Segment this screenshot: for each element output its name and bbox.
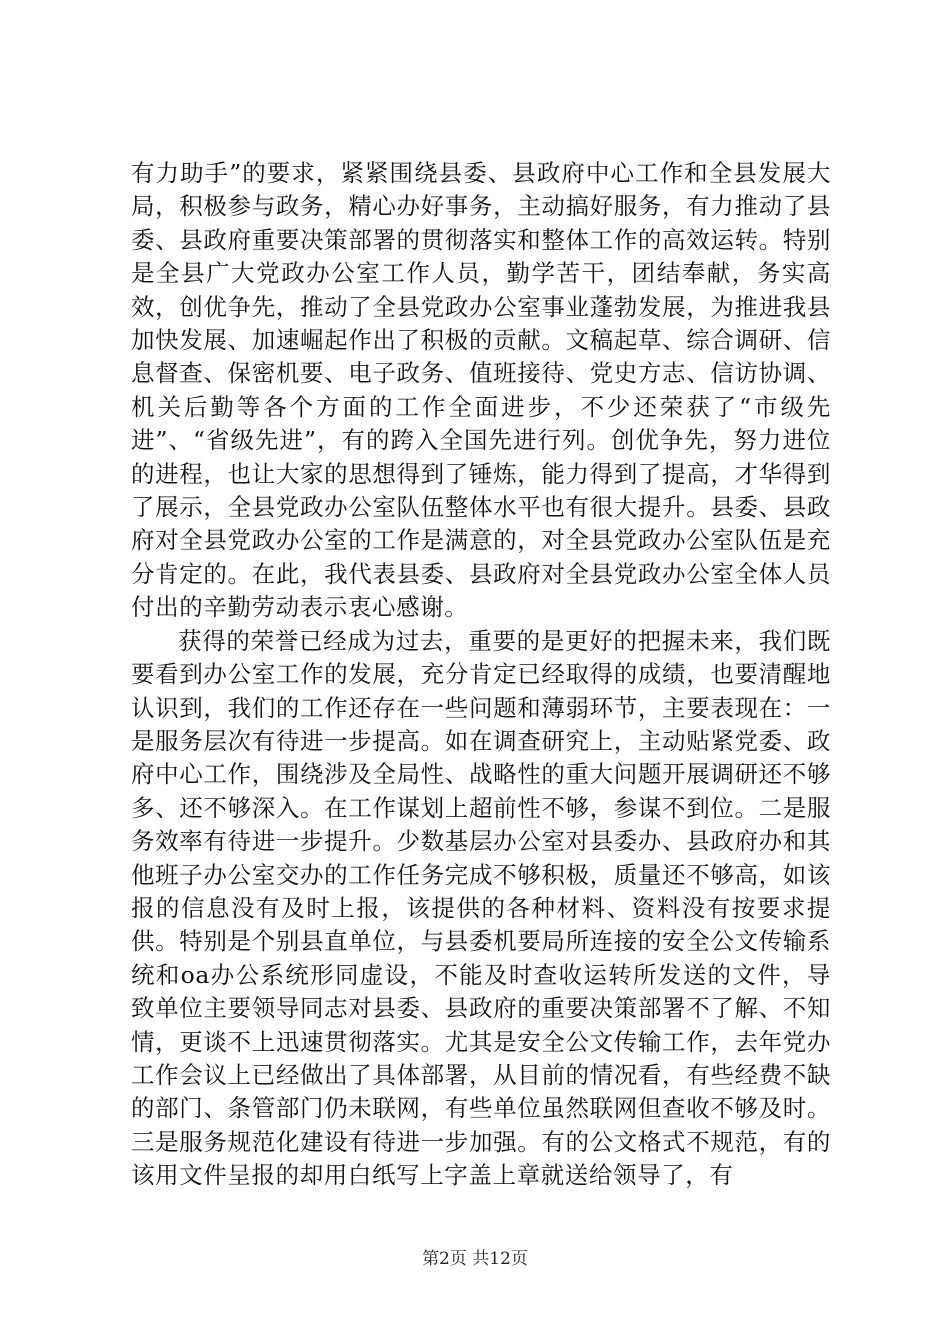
page-number-footer: 第2页 共12页 xyxy=(422,1249,528,1269)
paragraph-problems: 获得的荣誉已经成为过去，重要的是更好的把握未来，我们既要看到办公室工作的发展，充分肯定已经取得的成绩，也要清醒地认识到，我们的工作还存在一些问题和薄弱环节，主要表现在：一是服务层次有待进一步提高。如在调查研究上，主动贴紧党委、政府中心工作，围绕涉及全局性、战略性的重大问题开展调研还不够多、还不够深入。在工作谋划上超前性不够，参谋不到位。二是服务效率有待进一步提升。少数基层办公室对县委办、县政府办和其他班子办公室交办的工作任务完成不够积极，质量还不够高，如该报的信息没有及时上报，该提供的各种材料、资料没有按要求提供。特别是个别县直单位，与县委机要局所连接的安全公文传输系统和oa办公系统形同虚设，不能及时查收运转所发送的文件，导致单位主要领导同志对县委、县政府的重要决策部署不了解、不知情，更谈不上迅速贯彻落实。尤其是安全公文传输工作，去年党办工作会议上已经做出了具体部署，从目前的情况看，有些经费不缺的部门、条管部门仍未联网，有些单位虽然联网但查收不够及时。三是服务规范化建设有待进一步加强。有的公文格式不规范，有的该用文件呈报的却用白纸写上字盖上章就送给领导了，有 xyxy=(131,626,831,1190)
paragraph-continuation: 有力助手”的要求，紧紧围绕县委、县政府中心工作和全县发展大局，积极参与政务，精心办好事务，主动搞好服务，有力推动了县委、县政府重要决策部署的贯彻落实和整体工作的高效运转。特别是全县广大党政办公室工作人员，勤学苦干，团结奉献，务实高效，创优争先，推动了全县党政办公室事业蓬勃发展，为推进我县加快发展、加速崛起作出了积极的贡献。文稿起草、综合调研、信息督查、保密机要、电子政务、值班接待、党史方志、信访协调、机关后勤等各个方面的工作全面进步，不少还荣获了“市级先进”、“省级先进”，有的跨入全国先进行列。创优争先，努力进位的进程，也让大家的思想得到了锤炼，能力得到了提高，才华得到了展示，全县党政办公室队伍整体水平也有很大提升。县委、县政府对全县党政办公室的工作是满意的，对全县党政办公室队伍是充分肯定的。在此，我代表县委、县政府对全县党政办公室全体人员付出的辛勤劳动表示衷心感谢。 xyxy=(131,159,831,622)
document-body xyxy=(131,157,831,1193)
